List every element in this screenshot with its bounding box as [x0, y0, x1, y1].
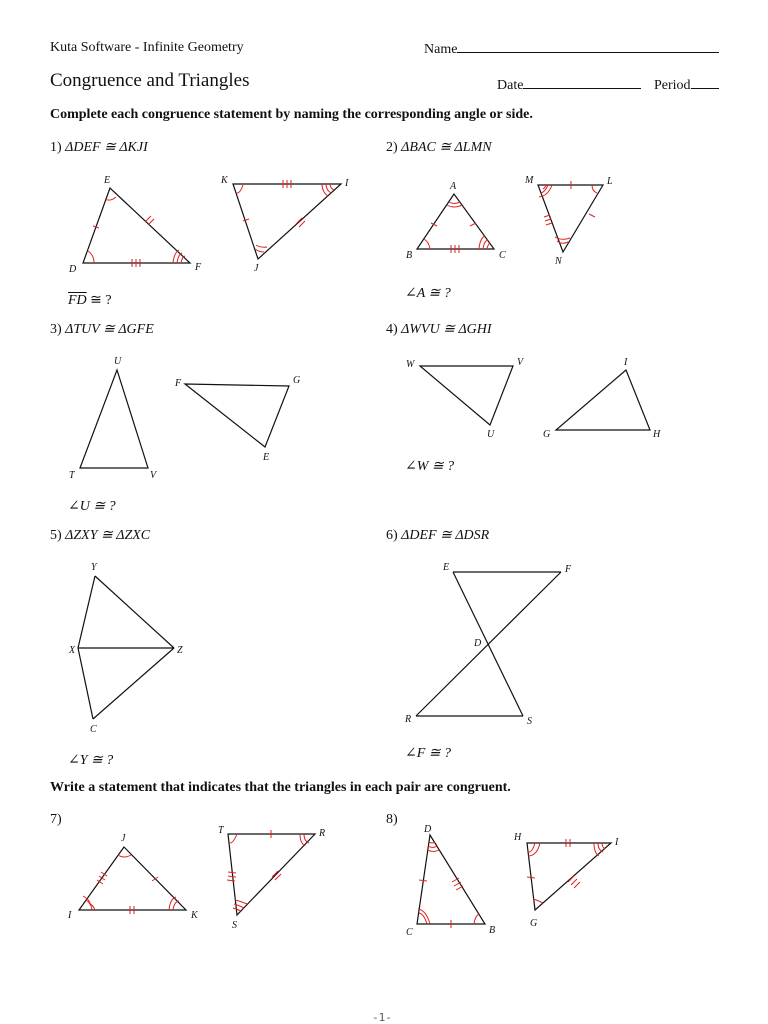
problem-3-question: ∠U ≅ ?	[68, 499, 116, 514]
problem-number: 4)	[386, 322, 398, 337]
problem-2-question: ∠A ≅ ?	[405, 286, 451, 301]
vertex-label: B	[489, 925, 496, 936]
problem-statement: ΔDEF ≅ ΔDSR	[401, 528, 490, 543]
question-suffix: ≅ ?	[86, 293, 112, 308]
vertex-label: R	[319, 828, 326, 839]
vertex-label: G	[530, 918, 538, 929]
vertex-label: V	[150, 470, 157, 481]
problem-4-question: ∠W ≅ ?	[405, 459, 455, 474]
figure-1-triangle-def	[68, 175, 202, 275]
vertex-label: G	[293, 375, 301, 386]
vertex-label: H	[514, 832, 522, 843]
figure-4-triangle-ghi	[543, 357, 661, 440]
problem-statement: ΔDEF ≅ ΔKJI	[65, 140, 148, 155]
vertex-label: I	[615, 837, 619, 848]
vertex-label: I	[345, 178, 349, 189]
name-label: Name	[424, 42, 458, 57]
vertex-label: D	[69, 264, 77, 275]
instructions-part-1: Complete each congruence statement by naming the corresponding angle or side.	[50, 107, 533, 122]
figure-4-triangle-wvu	[406, 357, 525, 440]
figure-8-triangle-dcb	[406, 824, 495, 938]
problem-number: 1)	[50, 140, 62, 155]
vertex-label: C	[90, 724, 97, 735]
vertex-label: B	[406, 250, 413, 261]
figure-6-triangles-def-dsr	[404, 562, 572, 727]
vertex-label: Z	[177, 645, 183, 656]
vertex-label: E	[263, 452, 270, 463]
figure-8-triangle-hig	[513, 832, 619, 929]
vertex-label: I	[68, 910, 72, 921]
vertex-label: J	[254, 263, 259, 274]
vertex-label: N	[555, 256, 562, 267]
figure-7-triangle-trs	[218, 825, 325, 931]
problem-5-question: ∠Y ≅ ?	[68, 753, 114, 768]
problem-statement: ΔWVU ≅ ΔGHI	[401, 322, 492, 337]
instructions-part-2: Write a statement that indicates that the triangles in each pair are congruent.	[50, 780, 511, 795]
vertex-label: H	[653, 429, 661, 440]
vertex-label: L	[607, 176, 613, 187]
vertex-label: K	[221, 175, 228, 186]
problem-number: 6)	[386, 528, 398, 543]
vertex-label: U	[487, 429, 495, 440]
vertex-label: E	[104, 175, 111, 186]
page-number: -1-	[372, 1011, 392, 1024]
vertex-label: C	[406, 927, 413, 938]
vertex-label: S	[527, 716, 532, 727]
date-label: Date	[497, 78, 524, 93]
page-title: Congruence and Triangles	[50, 70, 250, 91]
vertex-label: U	[114, 356, 122, 367]
vertex-label: F	[175, 378, 182, 389]
problem-statement: ΔTUV ≅ ΔGFE	[65, 322, 154, 337]
vertex-label: X	[69, 645, 76, 656]
vertex-label: S	[232, 920, 237, 931]
problem-8-number: 8)	[386, 812, 398, 827]
figure-1-triangle-kji	[220, 175, 349, 274]
problem-number: 2)	[386, 140, 398, 155]
vertex-label: D	[424, 824, 432, 835]
problem-statement: ΔBAC ≅ ΔLMN	[401, 140, 492, 155]
vertex-label: K	[191, 910, 198, 921]
segment-label: $\overline{FD}$	[68, 293, 87, 308]
vertex-label: J	[121, 833, 126, 844]
figure-7-triangle-jik	[67, 833, 199, 921]
problem-6-question: ∠F ≅ ?	[405, 746, 452, 761]
vertex-label: F	[195, 262, 202, 273]
vertex-label: A	[450, 181, 457, 192]
problem-number: 3)	[50, 322, 62, 337]
vertex-label: G	[543, 429, 551, 440]
vertex-label: W	[406, 359, 415, 370]
vertex-label: M	[525, 175, 534, 186]
figure-5-triangles-zxy-zxc	[68, 562, 183, 735]
vertex-label: V	[517, 357, 524, 368]
period-label: Period	[654, 78, 691, 93]
vertex-label: D	[474, 638, 482, 649]
vertex-label: Y	[91, 562, 97, 573]
publisher-label: Kuta Software - Infinite Geometry	[50, 40, 244, 55]
problem-7-number: 7)	[50, 812, 62, 827]
vertex-label: I	[624, 357, 628, 368]
problem-number: 5)	[50, 528, 62, 543]
vertex-label: R	[405, 714, 412, 725]
vertex-label: T	[218, 825, 224, 836]
problem-statement: ΔZXY ≅ ΔZXC	[65, 528, 151, 543]
figure-2-triangle-mln	[524, 175, 613, 267]
figure-3-triangle-tuv	[69, 356, 158, 481]
figure-3-triangle-gfe	[174, 375, 300, 463]
vertex-label: T	[69, 470, 75, 481]
vertex-label: F	[565, 564, 572, 575]
vertex-label: E	[443, 562, 450, 573]
figure-2-triangle-bac	[406, 181, 506, 261]
vertex-label: C	[499, 250, 506, 261]
